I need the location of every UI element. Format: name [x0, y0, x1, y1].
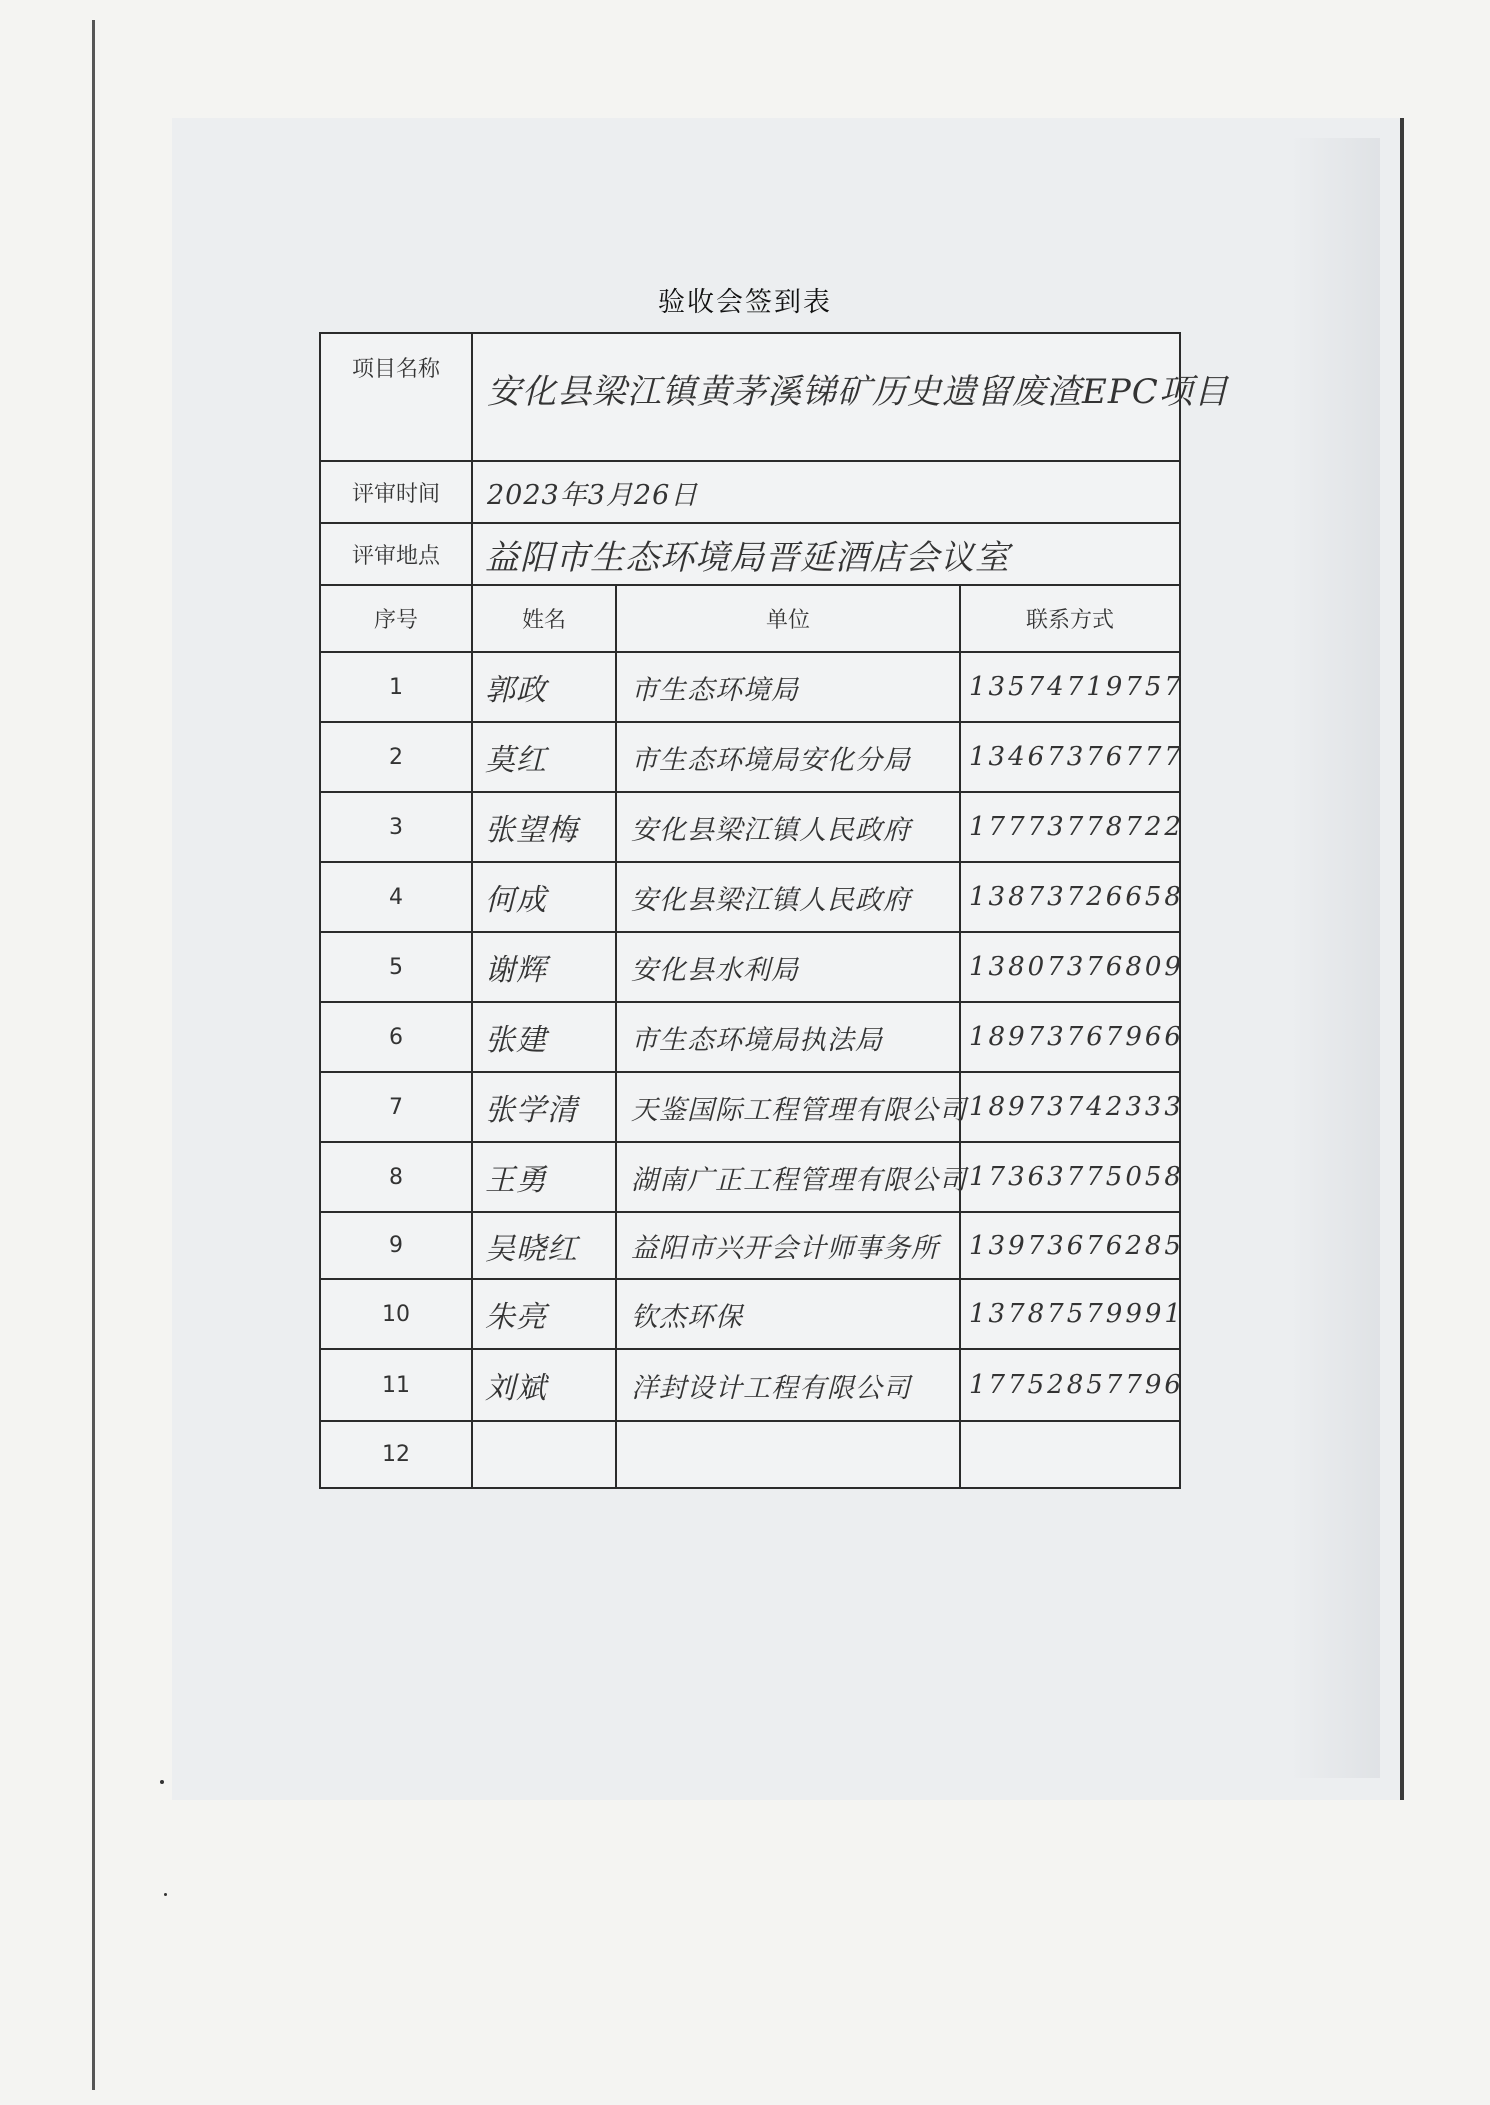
row-unit: 市生态环境局执法局 [616, 1002, 960, 1072]
time-value: 2023年3月26日 [472, 461, 1180, 523]
header-row [320, 585, 1180, 652]
time-row [320, 461, 1180, 523]
place-label: 评审地点 [320, 523, 472, 585]
table-row [320, 1421, 1180, 1488]
row-unit: 安化县梁江镇人民政府 [616, 862, 960, 932]
project-label: 项目名称 [320, 333, 472, 461]
row-unit: 益阳市兴开会计师事务所 [616, 1212, 960, 1279]
row-name: 张建 [472, 1002, 616, 1072]
row-number: 6 [320, 1002, 472, 1072]
table-row [320, 1279, 1180, 1349]
row-name: 朱亮 [472, 1279, 616, 1349]
row-name: 莫红 [472, 722, 616, 792]
row-number: 9 [320, 1212, 472, 1279]
row-number: 3 [320, 792, 472, 862]
row-name: 张学清 [472, 1072, 616, 1142]
scan-speck [160, 1780, 164, 1784]
sign-in-table [319, 332, 1229, 1489]
scan-edge [92, 20, 95, 2090]
row-phone: 17363775058 [960, 1142, 1180, 1212]
row-name [472, 1421, 616, 1488]
row-number: 10 [320, 1279, 472, 1349]
table-row [320, 722, 1180, 792]
row-unit: 湖南广正工程管理有限公司 [616, 1142, 960, 1212]
table-row [320, 1142, 1180, 1212]
table-row [320, 1349, 1180, 1421]
time-label: 评审时间 [320, 461, 472, 523]
row-phone: 18973767966 [960, 1002, 1180, 1072]
table-row [320, 1002, 1180, 1072]
row-number: 11 [320, 1349, 472, 1421]
row-phone: 13873726658 [960, 862, 1180, 932]
col-header-no: 序号 [320, 585, 472, 652]
row-number: 4 [320, 862, 472, 932]
row-unit: 天鉴国际工程管理有限公司 [616, 1072, 960, 1142]
row-unit: 安化县梁江镇人民政府 [616, 792, 960, 862]
row-number: 1 [320, 652, 472, 722]
row-unit: 市生态环境局 [616, 652, 960, 722]
project-value: 安化县梁江镇黄茅溪锑矿历史遗留废渣EPC项目 [472, 333, 1180, 461]
table-row [320, 862, 1180, 932]
row-number: 5 [320, 932, 472, 1002]
row-unit: 钦杰环保 [616, 1279, 960, 1349]
row-number: 8 [320, 1142, 472, 1212]
row-name: 张望梅 [472, 792, 616, 862]
row-number: 7 [320, 1072, 472, 1142]
row-unit: 洋封设计工程有限公司 [616, 1349, 960, 1421]
row-number: 2 [320, 722, 472, 792]
row-name: 谢辉 [472, 932, 616, 1002]
row-name: 王勇 [472, 1142, 616, 1212]
row-phone: 17752857796 [960, 1349, 1180, 1421]
row-name: 何成 [472, 862, 616, 932]
place-value: 益阳市生态环境局晋延酒店会议室 [472, 523, 1180, 585]
row-phone: 13574719757 [960, 652, 1180, 722]
row-phone: 17773778722 [960, 792, 1180, 862]
col-header-unit: 单位 [616, 585, 960, 652]
project-row [320, 333, 1180, 461]
row-phone: 13787579991 [960, 1279, 1180, 1349]
row-phone [960, 1421, 1180, 1488]
col-header-tel: 联系方式 [960, 585, 1180, 652]
row-name: 吴晓红 [472, 1212, 616, 1279]
row-unit: 市生态环境局安化分局 [616, 722, 960, 792]
page-shadow [1290, 138, 1380, 1778]
table-row [320, 792, 1180, 862]
row-name: 刘斌 [472, 1349, 616, 1421]
row-unit: 安化县水利局 [616, 932, 960, 1002]
row-phone: 13973676285 [960, 1212, 1180, 1279]
row-phone: 13467376777 [960, 722, 1180, 792]
row-number: 12 [320, 1421, 472, 1488]
col-header-name: 姓名 [472, 585, 616, 652]
table-row [320, 1212, 1180, 1279]
table-row [320, 1072, 1180, 1142]
scan-speck [164, 1893, 167, 1896]
table-row [320, 652, 1180, 722]
row-unit [616, 1421, 960, 1488]
place-row [320, 523, 1180, 585]
row-phone: 13807376809 [960, 932, 1180, 1002]
document-title: 验收会签到表 [658, 287, 832, 318]
row-name: 郭政 [472, 652, 616, 722]
table-row [320, 932, 1180, 1002]
row-phone: 18973742333 [960, 1072, 1180, 1142]
